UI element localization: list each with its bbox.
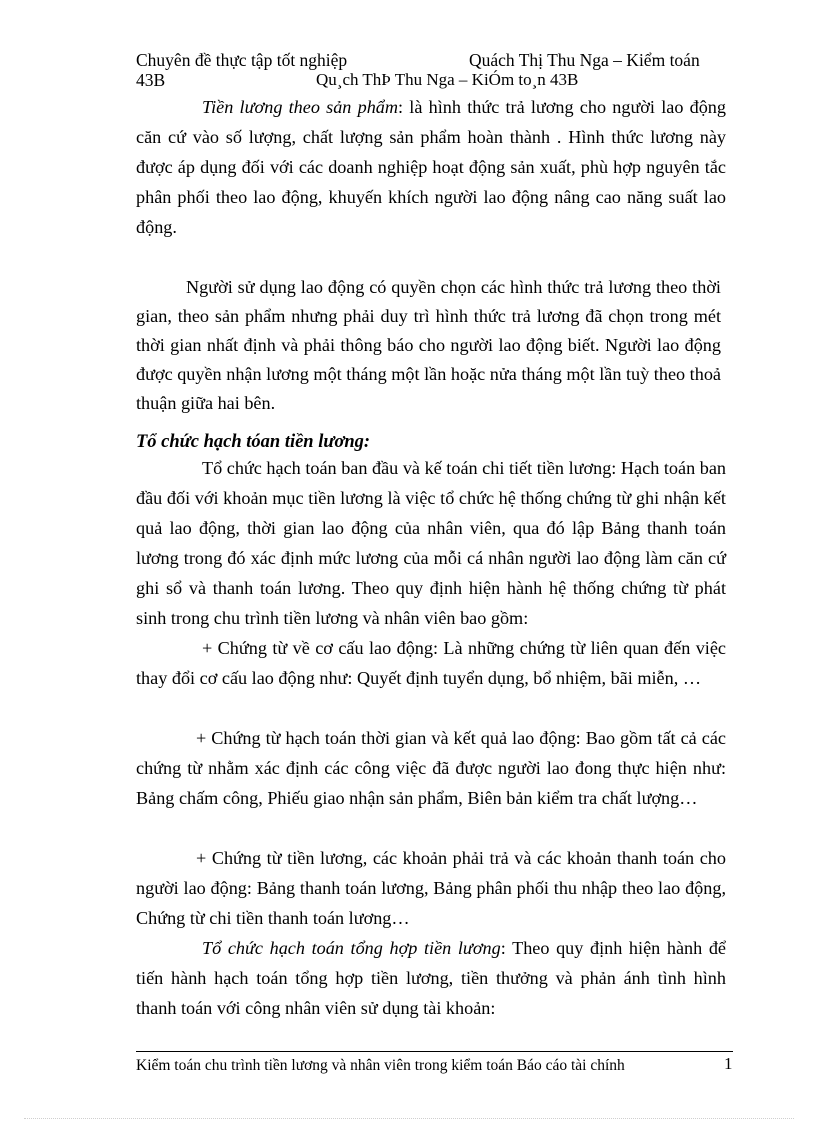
term-general-accounting: Tổ chức hạch toán tổng hợp tiền lương [202,938,501,958]
paragraph-salary-vouchers: + Chứng từ tiền lương, các khoản phải trả và các khoản thanh toán cho người lao động: Bảng thanh toán lương, Bảng phân phối thu nhập theo lao động, Chứng từ chi tiền thanh toán lương… [136,848,726,928]
paragraph-general-accounting [136,933,726,1023]
term-piece-rate: Tiền lương theo sản phẩm [202,97,399,117]
paragraph-initial-accounting: Tổ chức hạch toán ban đầu và kế toán chi tiết tiền lương: Hạch toán ban đầu đối với khoản mục tiền lương là việc tổ chức hệ thống chứng từ ghi nhận kết quả lao động, thời gian lao động của nhân viên, qua đó lập Bảng thanh toán lương trong đó xác định mức lương của mỗi cá nhân người lao động làm căn cứ ghi sổ và thanh toán lương. Theo quy định hiện hành hệ thống chứng từ phát sinh trong chu trình tiền lương và nhân viên bao gồm: [136,458,726,628]
paragraph-piece-rate [136,92,726,242]
paragraph-labor-structure: + Chứng từ về cơ cấu lao động: Là những chứng từ liên quan đến việc thay đổi cơ cấu lao động như: Quyết định tuyển dụng, bổ nhiệm, bãi miễn, … [136,638,726,688]
header-garbled-author: Qu¸ch ThÞ Thu Nga – KiÓm to¸n 43B [316,70,579,89]
footer-title: Kiểm toán chu trình tiền lương và nhân viên trong kiểm toán Báo cáo tài chính [136,1057,625,1074]
header-class-code: 43B [136,70,166,90]
header-author: Quách Thị Thu Nga – Kiểm toán [469,50,700,70]
header-title: Chuyên đề thực tập tốt nghiệp [136,50,348,70]
section-heading: Tổ chức hạch tóan tiền lương: [136,432,371,452]
paragraph-text: : Theo quy định hiện hành để tiến hành hạch toán tổng hợp tiền lương, tiền thưởng và phản ánh tình hình thanh toán với công nhân viên sử dụng tài khoản: [136,938,726,1018]
paragraph-time-results: + Chứng từ hạch toán thời gian và kết quả lao động: Bao gồm tất cả các chứng từ nhằm xác định các công việc đã được người lao đong thực hiện như: Bảng chấm công, Phiếu giao nhận sản phẩm, Biên bản kiểm tra chất lượng… [136,728,726,808]
page-edge-dots [24,1118,794,1119]
paragraph-employer-choice: Người sử dụng lao động có quyền chọn các hình thức trả lương theo thời gian, theo sản phẩm nhưng phải duy trì hình thức trả lương đã chọn trong mét thời gian nhất định và phải thông báo cho người lao động biết. Người lao động được quyền nhận lương một tháng một lần hoặc nửa tháng một lần tuỳ theo thoả thuận giữa hai bên. [136,277,721,413]
page-number: 1 [724,1054,733,1073]
paragraph-text: : là hình thức trả lương cho người lao động căn cứ vào số lượng, chất lượng sản phẩm hoàn thành . Hình thức lương này được áp dụng đối với các doanh nghiệp hoạt động sản xuất, phù hợp nguyên tắc phân phối theo lao động, khuyến khích người lao động nâng cao năng suất lao động. [136,97,726,237]
footer-divider [136,1051,733,1052]
